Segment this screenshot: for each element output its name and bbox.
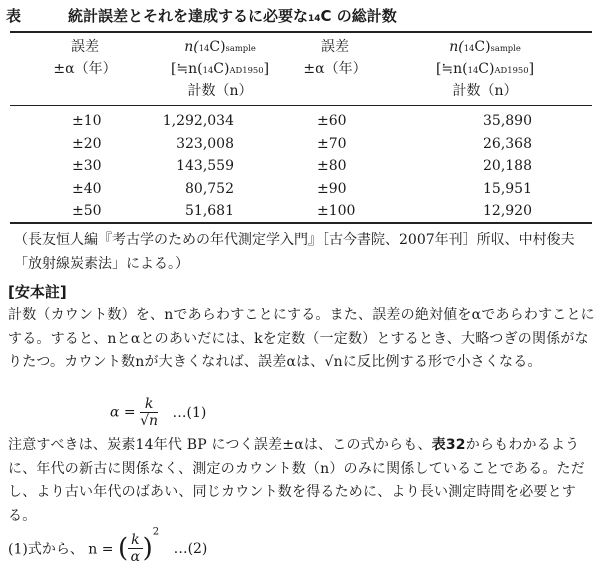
cell-count: 51,681: [185, 203, 234, 219]
table-top-rule: [10, 31, 592, 33]
note-paragraph-2-tail: からもわかるように、年代の新古に関係なく、測定のカウント数（n）のみに関係していることである。ただし、より古い年代のばあい、同じカウント数を得るために、より長い測定時間を必要とする。: [8, 437, 585, 524]
cell-count: 1,292,034: [162, 113, 234, 129]
header-count-sup: 14: [198, 43, 210, 53]
cell-count: 26,368: [483, 135, 532, 152]
formula-2-open-paren: (: [117, 533, 129, 564]
table-source-note: （長友恒人編『考古学のための年代測定学入門』［古今書院、2007年刊］所収、中村俊夫「放射線炭素法」による。）: [14, 232, 575, 272]
cell-count: 80,752: [185, 180, 234, 197]
cell-error: ±30: [72, 158, 102, 174]
header-count2-pre: [≒n(: [170, 61, 203, 77]
cell-error: ±50: [72, 203, 102, 219]
formula-2-denominator: α: [130, 549, 141, 565]
header-count-line1: [400, 36, 570, 58]
header-error-left: [40, 36, 130, 102]
header-count-sup: 14: [463, 43, 475, 53]
header-count-line3: 計数（n）: [452, 83, 518, 99]
header-count2-sub: AD1950: [229, 65, 264, 75]
formula-1-number: …(1): [172, 404, 207, 421]
cell-error: ±20: [72, 135, 102, 152]
cell-count: 143,559: [176, 158, 234, 174]
cell-count: 323,008: [176, 135, 234, 152]
note-paragraph-1: 計数（カウント数）を、nであらわすことにする。また、誤差の絶対値をαであらわすことにする。すると、nとαとのあいだには、kを定数（一定数）とするとき、大略つぎの関係がなりたつ。カウント数nが大きくなれば、誤差αは、√nに反比例する形で小さくなる。: [8, 307, 595, 370]
caption-title: [68, 7, 397, 25]
header-count-line3: 計数（n）: [187, 83, 253, 99]
header-count-mid: C): [209, 39, 226, 55]
header-count-line2: [400, 58, 570, 80]
header-count-line2: [140, 58, 300, 80]
cell-error: ±80: [317, 158, 347, 174]
table-reference: 表32: [431, 437, 466, 453]
cell-error: ±60: [317, 113, 347, 129]
note-paragraph-2: [8, 434, 596, 528]
formula-2-close-paren: ): [142, 533, 153, 564]
header-count2-mid: C): [213, 61, 230, 77]
header-count2-post: ]: [263, 61, 270, 77]
cell-count: 35,890: [483, 113, 532, 129]
header-count2-mid: C): [478, 61, 495, 77]
note-paragraph-2-text: 注意すべきは、炭素14年代 BP につく誤差±αは、この式からも、: [8, 437, 432, 453]
header-error-line2: ±α（年）: [303, 61, 367, 77]
table-body: [10, 110, 592, 223]
table-header-rule: [10, 105, 592, 106]
table-row: [10, 178, 592, 201]
table-row: [10, 155, 592, 178]
cell-count: 20,188: [483, 158, 532, 174]
header-count-right: [400, 36, 570, 102]
formula-2-numerator: k: [128, 532, 142, 549]
header-count-mid: C): [474, 39, 491, 55]
formula-2-lhs: (1)式から、 n =: [8, 541, 114, 558]
formula-2-number: …(2): [173, 540, 208, 557]
cell-error: ±40: [72, 180, 102, 197]
formula-2-fraction: [128, 532, 142, 565]
cell-error: ±100: [317, 203, 356, 219]
caption-title-sup: 14: [308, 14, 321, 24]
header-count2-post: ]: [528, 61, 535, 77]
formula-1-lhs: α =: [110, 404, 136, 421]
table-row: [10, 110, 592, 133]
cell-count: 12,920: [483, 203, 532, 219]
formula-1-denominator: √n: [140, 413, 159, 429]
header-error-line1: 誤差: [321, 39, 349, 55]
table-row: [10, 200, 592, 223]
header-count-left: [140, 36, 300, 102]
header-error-line1: 誤差: [71, 39, 99, 55]
cell-error: ±90: [317, 180, 347, 197]
cell-error: ±70: [317, 135, 347, 152]
header-count2-pre: [≒n(: [435, 61, 468, 77]
caption-label: 表: [6, 7, 22, 25]
formula-2-exponent: 2: [152, 526, 160, 538]
note-heading: [安本註]: [8, 283, 67, 301]
formula-2: [8, 526, 208, 570]
formula-1-fraction: [140, 396, 158, 429]
table-row: [10, 133, 592, 156]
header-count-pre: n(: [449, 39, 464, 55]
header-error-line2: ±α（年）: [53, 61, 117, 77]
header-count-sub: sample: [225, 43, 256, 53]
caption-title-tail: C の総計数: [320, 7, 397, 25]
caption-title-text: 統計誤差とそれを達成するに必要な: [68, 7, 309, 25]
header-error-right: [290, 36, 380, 102]
header-count2-sup: 14: [467, 65, 479, 75]
table-bottom-rule: [10, 222, 592, 224]
header-count2-sub: AD1950: [494, 65, 529, 75]
formula-1-numerator: k: [140, 396, 158, 413]
table-caption: [6, 4, 596, 28]
formula-1: [110, 396, 206, 432]
cell-count: 15,951: [483, 180, 532, 197]
header-count-pre: n(: [184, 39, 199, 55]
cell-error: ±10: [72, 113, 102, 129]
header-count-line1: [140, 36, 300, 58]
header-count2-sup: 14: [202, 65, 214, 75]
header-count-sub: sample: [490, 43, 521, 53]
